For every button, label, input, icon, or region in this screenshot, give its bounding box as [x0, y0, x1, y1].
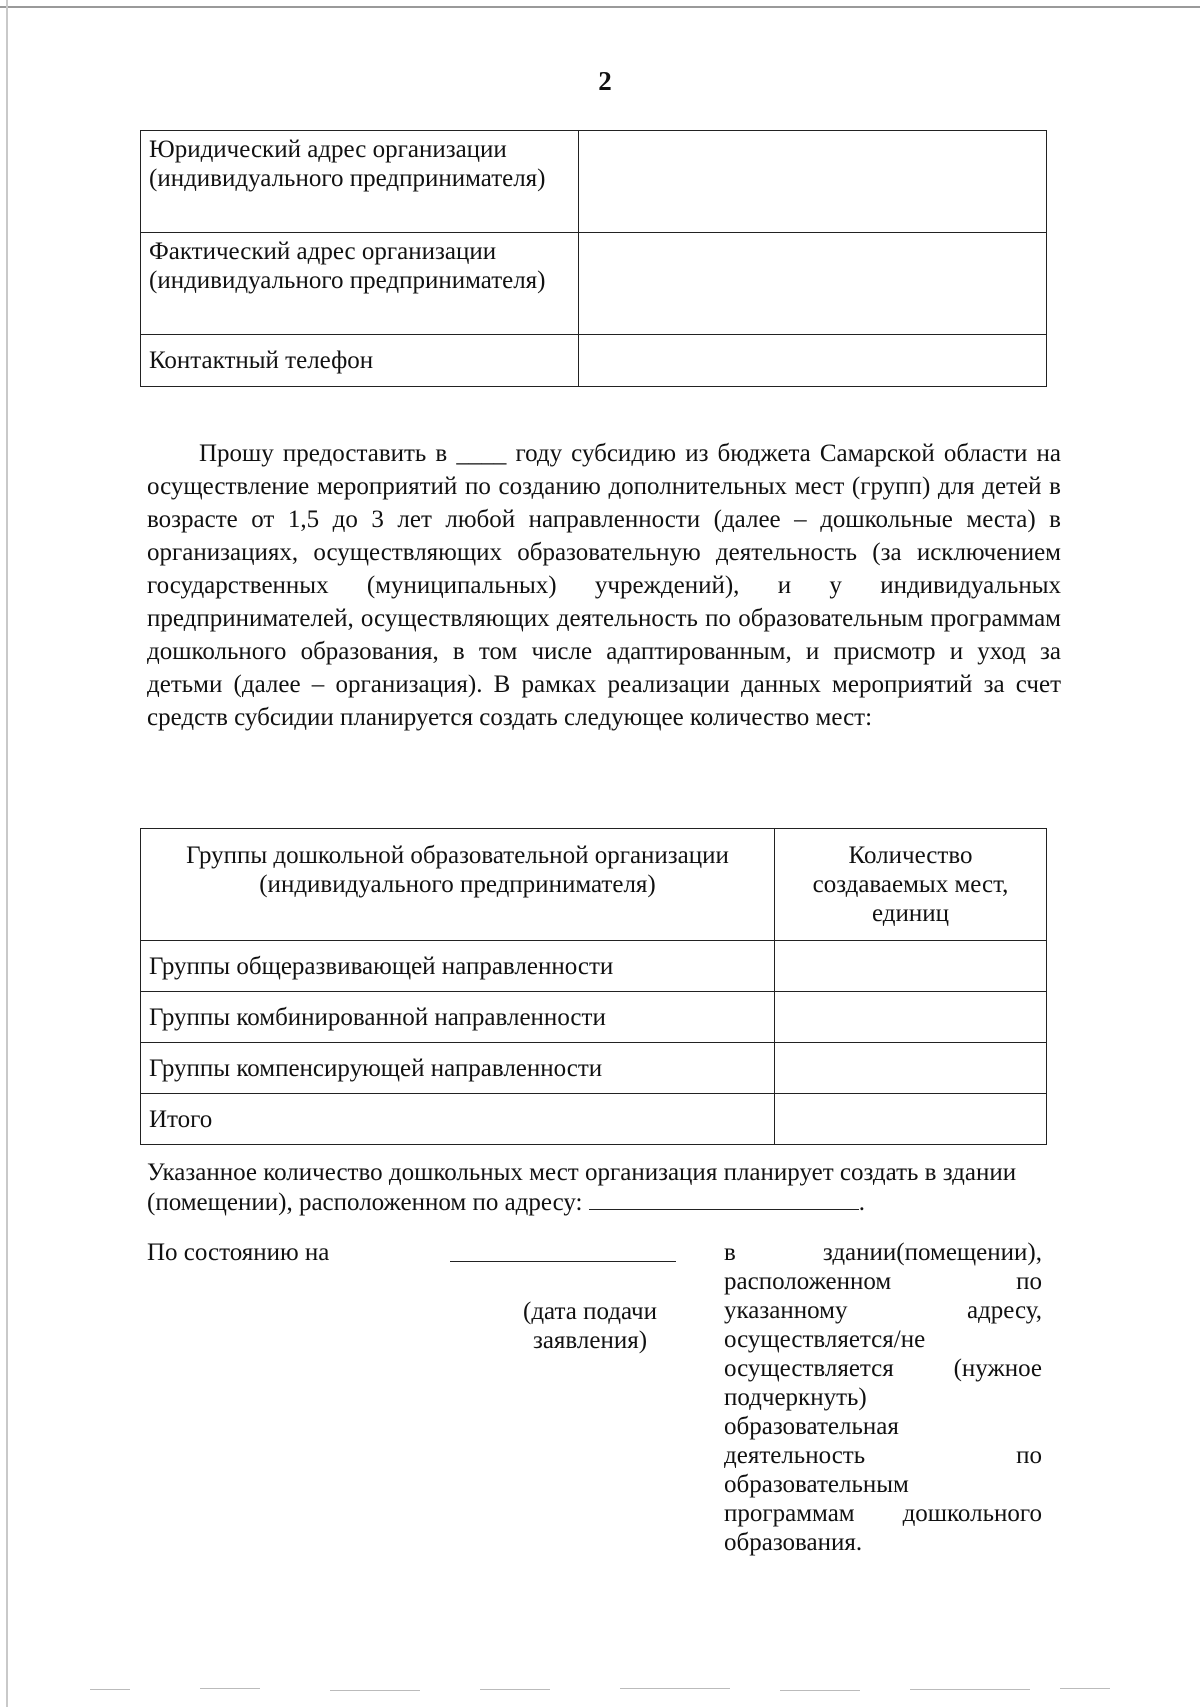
compensating-groups-label: Группы компенсирующей направленности: [141, 1043, 775, 1094]
table-row: [141, 233, 1047, 335]
table-row: [141, 1043, 1047, 1094]
table-row: [141, 335, 1047, 387]
address-blank-line: [589, 1187, 859, 1210]
request-paragraph: Прошу предоставить в ____ году субсидию из бюджета Самарской области на осуществление мероприятий по созданию дополнительных мест (групп) для детей в возрасте от 1,5 до 3 лет любой направленности (далее – дошкольные места) в организациях, осуществляющих образовательную деятельность (за исключением государственных (муниципальных) учреждений), и у индивидуальных предпринимателей, осуществляющих деятельность по образовательным программам дошкольного образования, в том числе адаптированным, и присмотр и уход за детьми (далее – организация). В рамках реализации данных мероприятий за счет средств субсидии планируется создать следующее количество мест:: [147, 440, 1061, 731]
contact-phone-label: Контактный телефон: [141, 335, 579, 387]
legal-address-value: [579, 131, 1047, 233]
table-row: [141, 1094, 1047, 1145]
legal-address-label: Юридический адрес организации (индивидуального предпринимателя): [141, 131, 579, 233]
scan-top-edge: [0, 6, 1200, 8]
date-blank-line: [450, 1261, 676, 1262]
combined-groups-value: [775, 992, 1047, 1043]
actual-address-label: Фактический адрес организации (индивидуального предпринимателя): [141, 233, 579, 335]
table-row: [141, 131, 1047, 233]
location-paragraph: [147, 1158, 1047, 1217]
table-row: [141, 992, 1047, 1043]
scan-left-edge: [6, 0, 8, 1707]
total-value: [775, 1094, 1047, 1145]
general-groups-value: [775, 941, 1047, 992]
groups-header: Группы дошкольной образовательной организации (индивидуального предпринимателя): [141, 829, 775, 941]
count-header: Количество создаваемых мест, единиц: [775, 829, 1047, 941]
combined-groups-label: Группы комбинированной направленности: [141, 992, 775, 1043]
compensating-groups-value: [775, 1043, 1047, 1094]
actual-address-value: [579, 233, 1047, 335]
organization-info-table: [140, 130, 1047, 387]
page-number: 2: [598, 66, 612, 96]
scan-noise-strip: [80, 1685, 1130, 1695]
location-text: Указанное количество дошкольных мест организация планирует создать в здании (помещении), расположенном по адресу:: [147, 1159, 1017, 1216]
status-description: в здании(помещении), расположенном по указанному адресу, осуществляется/не осуществляется (нужное подчеркнуть) образовательная деятельность по образовательным программам дошкольного образования.: [724, 1239, 1042, 1556]
places-table: [140, 828, 1047, 1145]
location-end: .: [858, 1189, 865, 1216]
date-caption: (дата подачи заявления): [523, 1298, 657, 1354]
total-label: Итого: [141, 1094, 775, 1145]
contact-phone-value: [579, 335, 1047, 387]
table-header-row: [141, 829, 1047, 941]
general-groups-label: Группы общеразвивающей направленности: [141, 941, 775, 992]
status-as-of-label: По состоянию на: [147, 1239, 330, 1266]
table-row: [141, 941, 1047, 992]
